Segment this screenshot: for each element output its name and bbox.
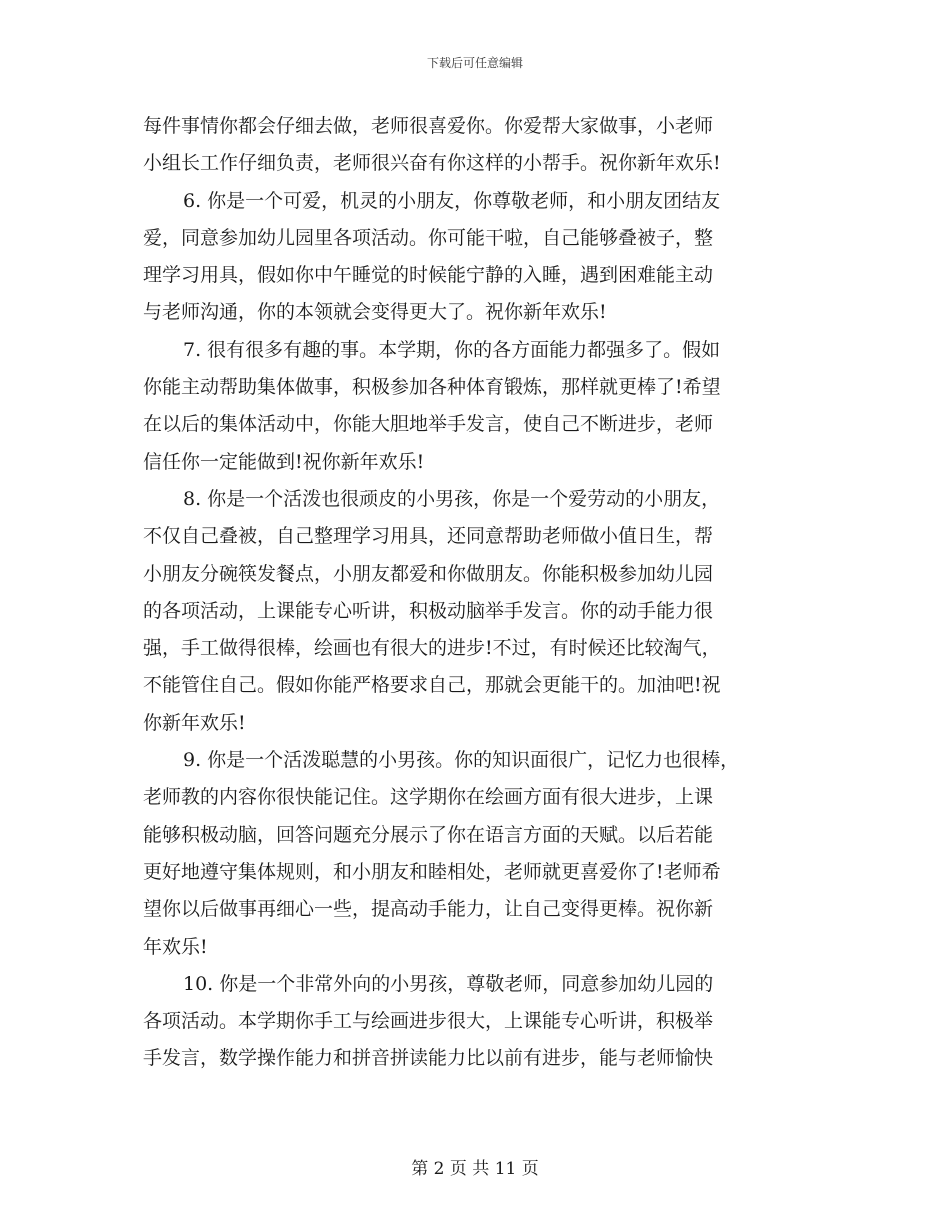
text-line: 7. 很有很多有趣的事。本学期，你的各方面能力都强多了。假如 xyxy=(183,338,721,361)
text-line: 理学习用具，假如你中午睡觉的时候能宁静的入睡，遇到困难能主动 xyxy=(143,264,714,287)
text-line: 各项活动。本学期你手工与绘画进步很大，上课能专心听讲，积极举 xyxy=(143,1010,714,1033)
text-line: 小朋友分碗筷发餐点，小朋友都爱和你做朋友。你能积极参加幼儿园 xyxy=(143,562,714,585)
text-line: 爱，同意参加幼儿园里各项活动。你可能干啦，自己能够叠被子，整 xyxy=(143,226,714,249)
text-line: 小组长工作仔细负责，老师很兴奋有你这样的小帮手。祝你新年欢乐! xyxy=(143,152,721,175)
text-line: 望你以后做事再细心一些，提高动手能力，让自己变得更棒。祝你新 xyxy=(143,898,714,921)
text-line: 不能管住自己。假如你能严格要求自己，那就会更能干的。加油吧!祝 xyxy=(143,674,721,697)
text-line: 你新年欢乐! xyxy=(143,711,246,734)
text-line: 在以后的集体活动中，你能大胆地举手发言，使自己不断进步，老师 xyxy=(143,413,714,436)
page-header: 下载后可任意编辑 xyxy=(426,56,523,70)
text-line: 与老师沟通，你的本领就会变得更大了。祝你新年欢乐! xyxy=(143,301,607,324)
document-body xyxy=(143,108,833,1078)
page-footer: 第 2 页 共 11 页 xyxy=(411,1159,539,1179)
text-line: 更好地遵守集体规则，和小朋友和睦相处，老师就更喜爱你了!老师希 xyxy=(143,860,721,883)
text-line: 每件事情你都会仔细去做，老师很喜爱你。你爱帮大家做事，小老师 xyxy=(143,115,714,137)
text-line: 能够积极动脑，回答问题充分展示了你在语言方面的天赋。以后若能 xyxy=(143,823,714,846)
text-line: 8. 你是一个活泼也很顽皮的小男孩，你是一个爱劳动的小朋友， xyxy=(183,487,721,510)
text-line: 强，手工做得很棒，绘画也有很大的进步!不过，有时候还比较淘气， xyxy=(143,637,721,660)
text-line: 年欢乐! xyxy=(143,935,208,958)
text-line: 不仅自己叠被，自己整理学习用具，还同意帮助老师做小值日生，帮 xyxy=(143,525,714,548)
text-line: 的各项活动，上课能专心听讲，积极动脑举手发言。你的动手能力很 xyxy=(143,599,714,622)
text-line: 老师教的内容你很快能记住。这学期你在绘画方面有很大进步，上课 xyxy=(143,786,714,809)
text-line: 9. 你是一个活泼聪慧的小男孩。你的知识面很广，记忆力也很棒， xyxy=(183,749,740,772)
text-line: 你能主动帮助集体做事，积极参加各种体育锻炼，那样就更棒了!希望 xyxy=(143,376,721,399)
text-line: 10. 你是一个非常外向的小男孩，尊敬老师，同意参加幼儿园的 xyxy=(183,972,714,995)
text-line: 信任你一定能做到!祝你新年欢乐! xyxy=(143,450,425,473)
text-line: 6. 你是一个可爱，机灵的小朋友，你尊敬老师，和小朋友团结友 xyxy=(183,189,721,212)
text-line: 手发言，数学操作能力和拼音拼读能力比以前有进步，能与老师愉快 xyxy=(143,1047,714,1070)
